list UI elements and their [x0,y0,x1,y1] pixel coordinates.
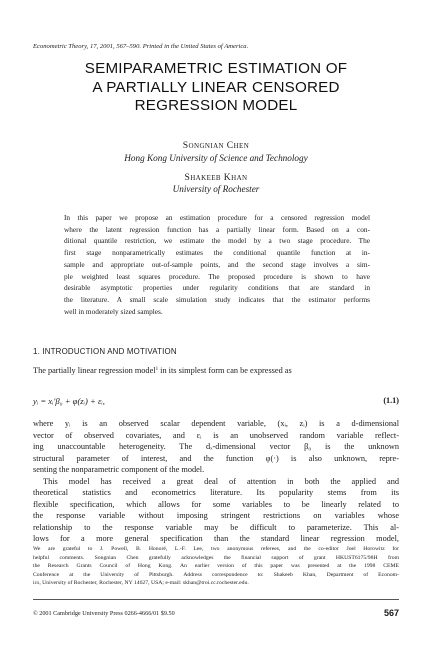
body-line: theoretical statistics and econometrics literature. Its popularity stems from its [33,488,399,497]
title-line-3: REGRESSION MODEL [134,97,298,114]
abstract-line: desirable asymptotic properties under regularity conditions that are standard in [64,283,370,293]
title-line-2: A PARTIALLY LINEAR CENSORED [92,78,340,96]
footnote-line: We are grateful to J. Powell, B. Honoré, L.-F. Lee, two anonymous referees, and the co-editor Joel Horowitz for [33,546,399,552]
body-line: flexible specification, which allows for some variables to be linearly related to [33,499,399,509]
intro-text-rest: in its simplest form can be expressed as [158,366,292,375]
body-line: This model has received a great deal of attention in both the applied and [43,476,399,486]
body-line: lows for a more general specification than the standard linear regression model, [33,534,399,543]
body-line: the response variable without imposing stringent restrictions on variables whose [33,511,399,520]
body-line: vector of observed covariates, and εᵢ is an unobserved random variable reflect- [33,430,399,440]
paper-title [40,60,392,116]
intro-line [33,365,399,377]
author-name-1: Songnian Chen [182,140,250,151]
body-line: where yᵢ is an observed scalar dependent variable, (xᵢ, zᵢ) is a d-dimensional [33,419,399,428]
journal-citation: Econometric Theory, 17, 2001, 567–590. Printed in the United States of America. [33,43,249,50]
abstract-line: ple weighted least squares procedure. The proposed procedure is shown to have [64,271,370,281]
acknowledgement-footnote [33,545,399,588]
abstract-line: ditional quantile restriction, we estimate the model by a two stage procedure. The [64,236,370,246]
title-line-1: SEMIPARAMETRIC ESTIMATION OF [84,60,348,77]
abstract-line: first stage nonparametrically estimates the conditional quantile function at in- [64,248,370,258]
abstract-line: where the latent regression function has a partially linear form. Based on a con- [64,224,370,234]
copyright-line: © 2001 Cambridge University Press 0266-4666/01 $9.50 [33,610,175,617]
equation-text: yᵢ = xᵢ′β₀ + φ(zᵢ) + εᵢ, [33,396,105,406]
footnote-mark: 1 [155,367,159,372]
body-text [33,418,399,545]
intro-text: The partially linear regression model [33,366,156,375]
abstract-line: the literature. A small scale simulation study indicates that the estimator performs [64,294,370,304]
abstract [64,212,370,317]
author-affiliation-1: Hong Kong University of Science and Technology [124,153,308,163]
footnote-line: helpful comments. Songnian Chen gratefully acknowledges the financial support of grant HKUST6175/98H from [33,554,399,561]
equation-number: (1.1) [383,396,399,405]
body-line: senting the nonparametric component of the model. [33,465,205,474]
footnote-line: the Research Grants Council of Hong Kong. An earlier version of this paper was presented at the 1998 CEME [33,563,399,570]
intro-paragraph [33,365,399,377]
abstract-line: sample and appropriate out-of-sample points, and the second stage involves a sim- [64,259,370,269]
equation-1-1 [33,396,399,406]
abstract-line: well in moderately sized samples. [64,306,163,316]
body-line: relationship to the response variable may be difficult to parameterize. This al- [33,522,399,532]
author-name-2: Shakeeb Khan [184,172,248,183]
footer-rule [33,599,399,600]
body-line: structural parameter of interest, and the function φ(·) is also unknown, repre- [33,453,399,463]
abstract-line: In this paper we propose an estimation procedure for a censored regression model [64,213,370,222]
page-number: 567 [383,608,399,618]
footnote-line: ics, University of Rochester, Rochester, NY 14627, USA; e-mail: skhan@troi.cc.rochester.edu. [33,580,249,587]
section-heading: 1. INTRODUCTION AND MOTIVATION [33,347,177,356]
footnote-line: Conference at the University of Pittsburgh. Address correspondence to: Shakeeb Khan, Department of Econom- [33,571,399,578]
author-affiliation-2: University of Rochester [172,184,260,194]
body-line: ing unaccountable heterogeneity. The dₓ-dimensional vector β₀ is the unknown [33,442,399,451]
